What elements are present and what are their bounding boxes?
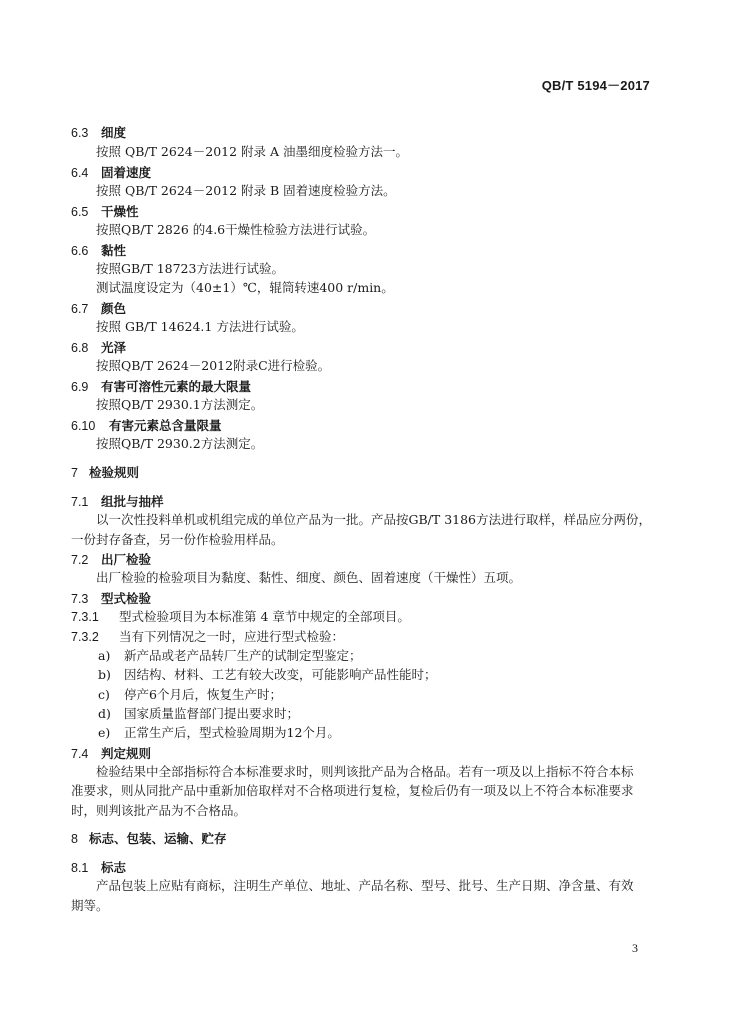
section-number: 7.3.1: [71, 610, 99, 624]
list-item-text: 正常生产后，型式检验周期为12个月。: [124, 725, 340, 740]
list-item-text: 国家质量监督部门提出要求时；: [124, 706, 300, 721]
list-item: [98, 686, 282, 704]
section-title: 判定规则: [101, 746, 152, 761]
chapter-number: 7: [71, 466, 78, 480]
chapter-title: 标志、包装、运输、贮存: [89, 831, 227, 846]
section-text: 型式检验项目为本标准第 4 章节中规定的全部项目。: [119, 609, 410, 624]
section-6-5-heading: [71, 202, 139, 221]
list-item-label: c): [98, 687, 110, 702]
list-item: [98, 666, 437, 684]
section-title: 固着速度: [101, 165, 152, 180]
section-7-2-text: 出厂检验的检验项目为黏度、黏性、细度、颜色、固着速度（干燥性）五项。: [96, 570, 522, 585]
list-item-text: 停产6个月后，恢复生产时；: [124, 687, 282, 702]
section-7-1-text-line2: 一份封存备查，另一份作检验用样品。: [71, 532, 284, 547]
section-7-3-1: [71, 608, 410, 626]
section-title: 光泽: [101, 340, 127, 355]
section-7-3-heading: [71, 589, 151, 608]
section-6-3-text: 按照 QB/T 2624－2012 附录 A 油墨细度检验方法一。: [96, 144, 409, 159]
section-number: 6.3: [71, 126, 89, 140]
section-title: 干燥性: [101, 204, 139, 219]
section-6-8-text: 按照QB/T 2624－2012附录C进行检验。: [96, 358, 331, 373]
section-number: 7.1: [71, 495, 89, 509]
section-number: 7.4: [71, 747, 89, 761]
section-number: 6.4: [71, 166, 89, 180]
section-title: 有害元素总含量限量: [109, 418, 222, 433]
list-item: [98, 724, 340, 742]
section-6-9-heading: [71, 377, 251, 396]
chapter-7-heading: [71, 463, 139, 482]
section-6-10-text: 按照QB/T 2930.2方法测定。: [96, 436, 264, 451]
section-7-2-heading: [71, 550, 151, 569]
section-6-10-heading: [71, 416, 222, 435]
section-number: 6.10: [71, 419, 96, 433]
chapter-number: 8: [71, 832, 78, 846]
section-title: 型式检验: [101, 591, 152, 606]
chapter-8-heading: [71, 829, 227, 848]
section-number: 7.3: [71, 592, 89, 606]
list-item: [98, 647, 362, 665]
list-item-label: b): [98, 667, 111, 682]
section-number: 7.3.2: [71, 630, 99, 644]
chapter-title: 检验规则: [89, 465, 140, 480]
section-8-1-text-line1: 产品包装上应贴有商标，注明生产单位、地址、产品名称、型号、批号、生产日期、净含量、有效: [96, 878, 634, 893]
section-number: 6.5: [71, 205, 89, 219]
section-7-4-heading: [71, 744, 151, 763]
list-item-label: d): [98, 706, 111, 721]
section-6-7-text: 按照 GB/T 14624.1 方法进行试验。: [96, 319, 304, 334]
section-7-4-text-line1: 检验结果中全部指标符合本标准要求时，则判该批产品为合格品。若有一项及以上指标不符合本标: [96, 764, 634, 779]
section-6-5-text: 按照QB/T 2826 的4.6干燥性检验方法进行试验。: [96, 222, 376, 237]
section-7-3-2: [71, 628, 344, 646]
section-title: 颜色: [101, 301, 127, 316]
section-number: 6.7: [71, 302, 89, 316]
list-item-label: a): [98, 648, 111, 663]
section-8-1-heading: [71, 858, 126, 877]
section-6-4-text: 按照 QB/T 2624－2012 附录 B 固着速度检验方法。: [96, 183, 396, 198]
section-title: 细度: [101, 125, 127, 140]
page-number: 3: [632, 941, 638, 955]
section-title: 有害可溶性元素的最大限量: [101, 379, 252, 394]
section-6-6-heading: [71, 241, 126, 260]
section-6-8-heading: [71, 338, 126, 357]
section-6-6-text: 按照GB/T 18723方法进行试验。: [96, 261, 284, 276]
section-number: 6.9: [71, 380, 89, 394]
section-number: 6.8: [71, 341, 89, 355]
section-title: 出厂检验: [101, 552, 152, 567]
section-6-4-heading: [71, 163, 151, 182]
section-6-6-text-2: 测试温度设定为（40±1）℃，辊筒转速400 r/min。: [96, 280, 394, 295]
section-7-1-heading: [71, 492, 164, 511]
section-number: 7.2: [71, 553, 89, 567]
list-item: [98, 705, 299, 723]
list-item-text: 因结构、材料、工艺有较大改变，可能影响产品性能时；: [124, 667, 437, 682]
section-text: 当有下列情况之一时，应进行型式检验：: [119, 629, 345, 644]
section-title: 组批与抽样: [101, 494, 164, 509]
section-8-1-text-line2: 期等。: [71, 898, 109, 913]
section-7-1-text-line1: 以一次性投料单机或机组完成的单位产品为一批。产品按GB/T 3186方法进行取样，样品应分两份，: [96, 512, 652, 527]
section-number: 6.6: [71, 244, 89, 258]
list-item-text: 新产品或老产品转厂生产的试制定型鉴定；: [124, 648, 362, 663]
section-7-4-text-line2: 准要求，则从同批产品中重新加倍取样对不合格项进行复检，复检后仍有一项及以上不符合本标准要求: [71, 783, 634, 798]
section-7-4-text-line3: 时，则判该批产品为不合格品。: [71, 803, 247, 818]
section-6-9-text: 按照QB/T 2930.1方法测定。: [96, 397, 264, 412]
section-6-3-heading: [71, 123, 126, 142]
section-number: 8.1: [71, 861, 89, 875]
standard-code: QB/T 5194－2017: [541, 78, 650, 93]
section-title: 标志: [101, 860, 127, 875]
section-6-7-heading: [71, 299, 126, 318]
section-title: 黏性: [101, 243, 127, 258]
list-item-label: e): [98, 725, 111, 740]
